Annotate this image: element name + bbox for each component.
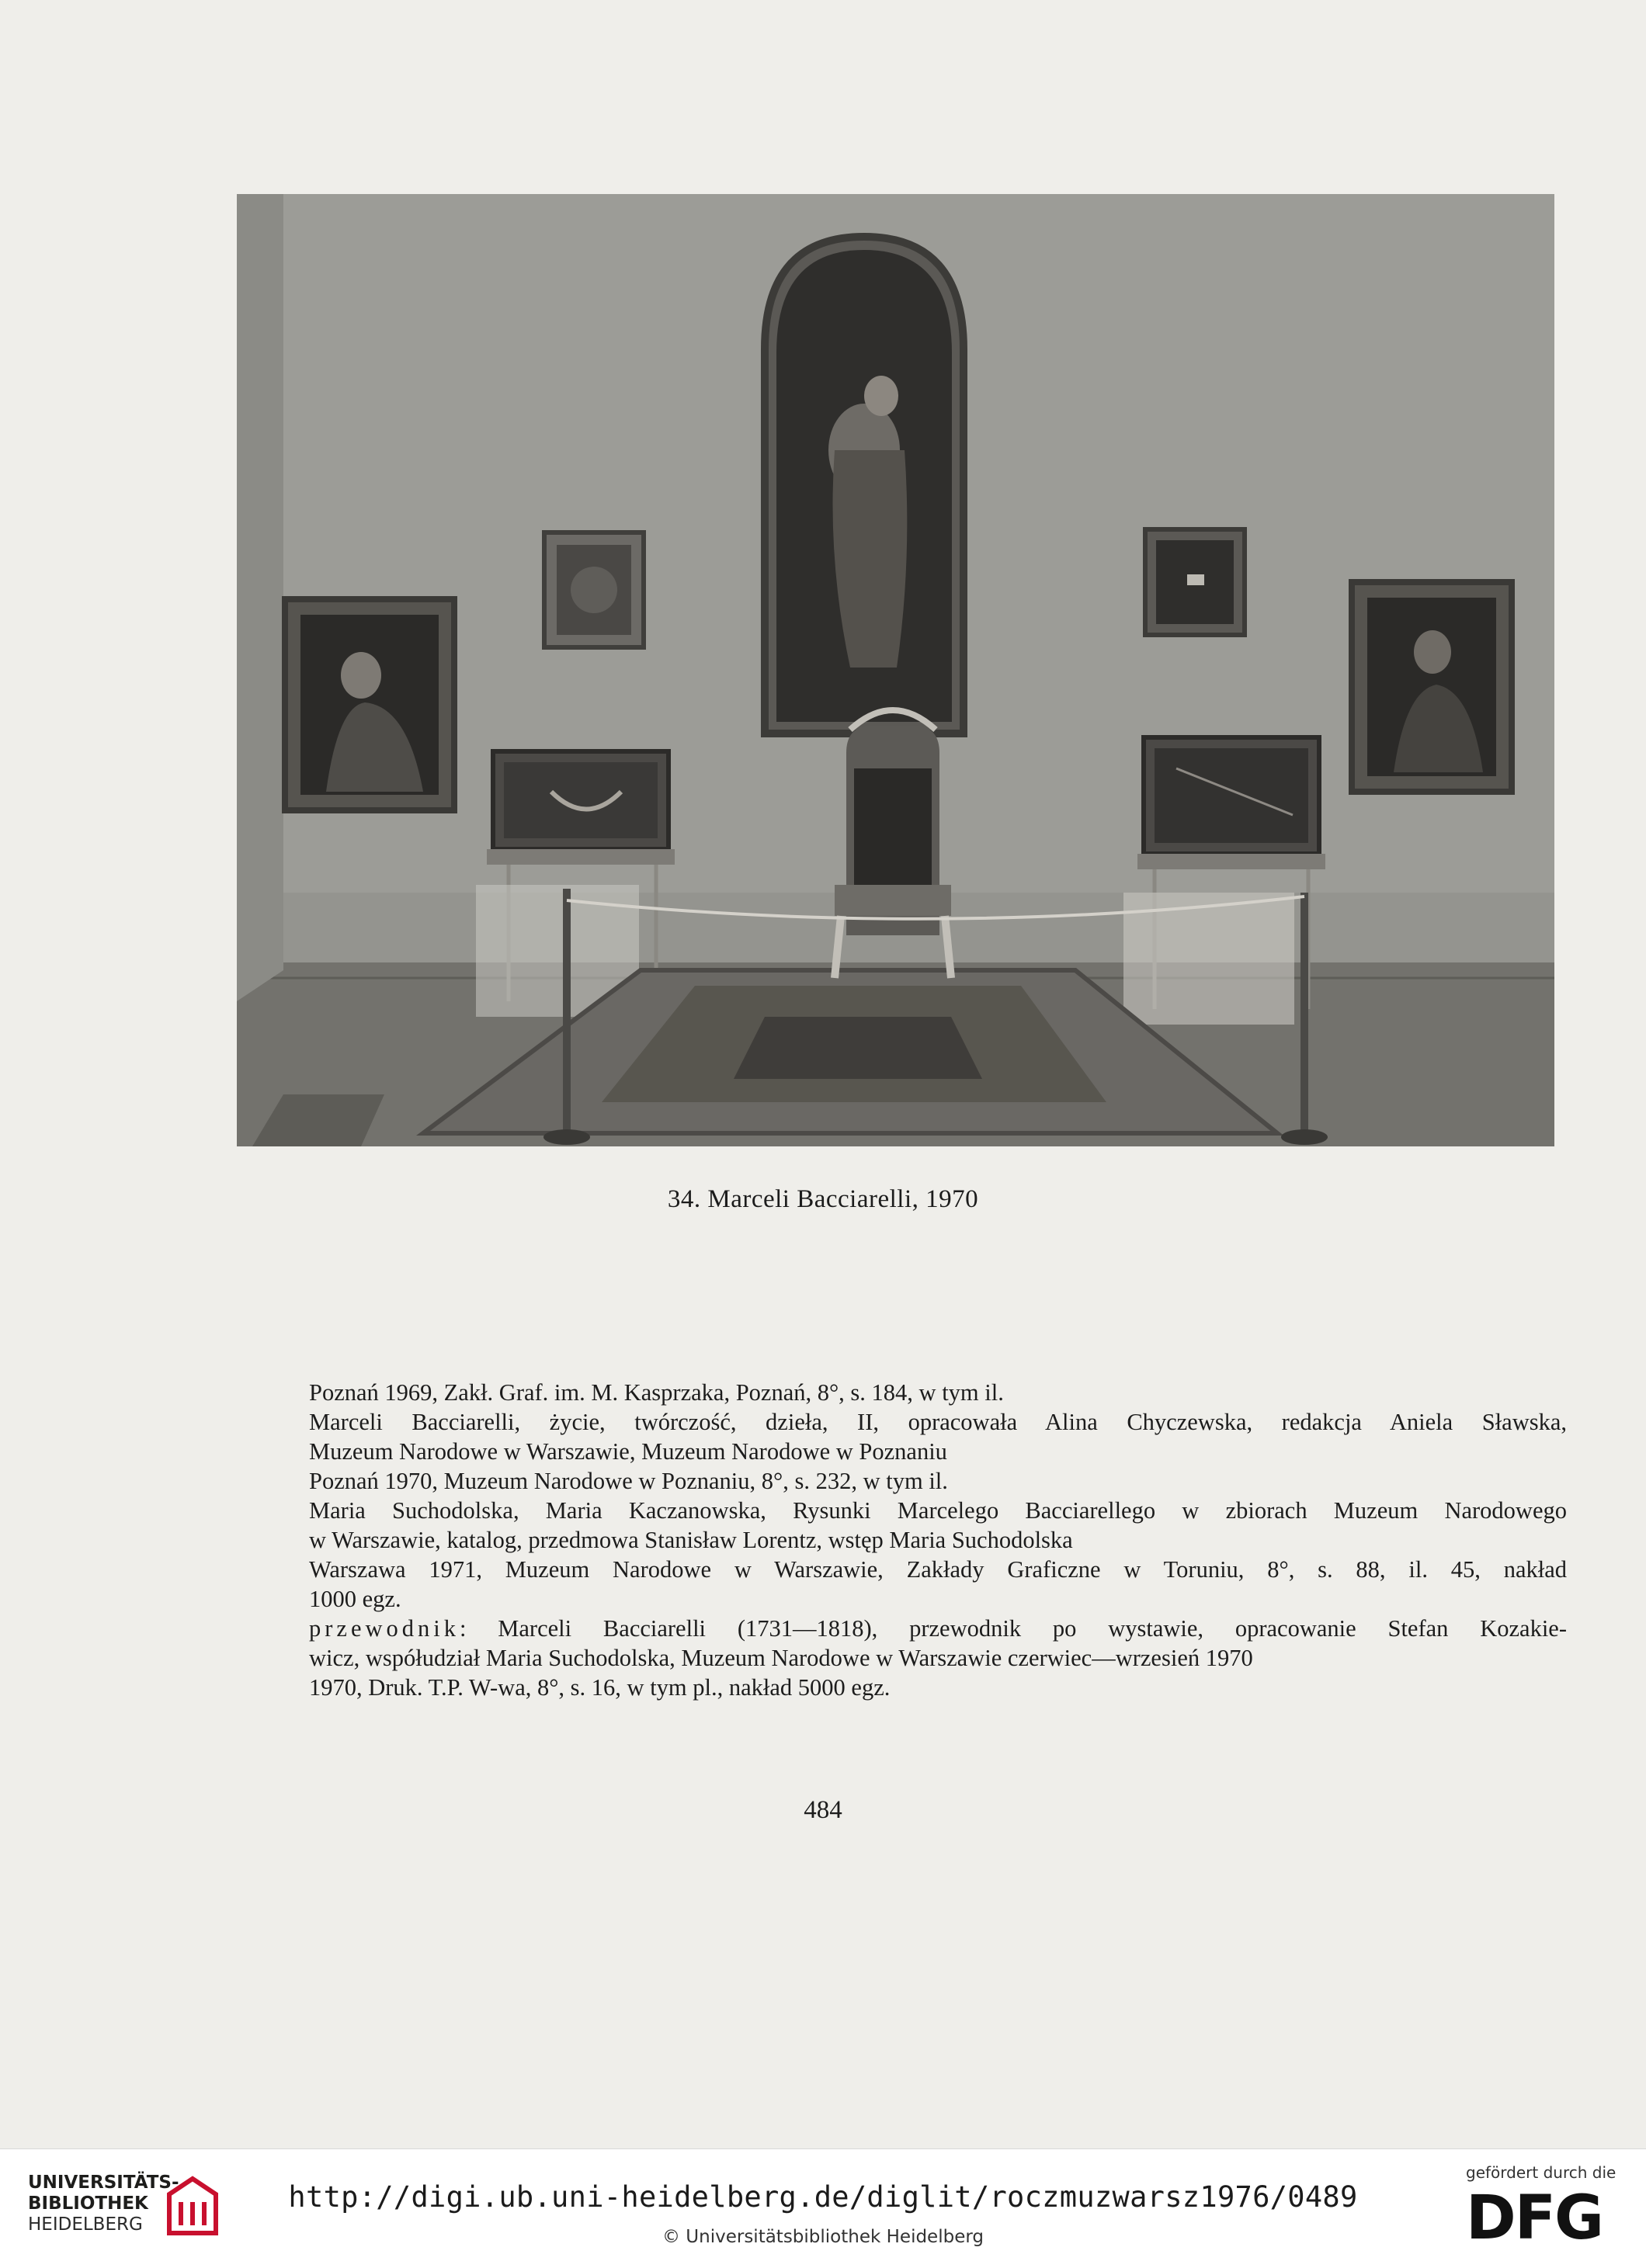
bibliography-line (309, 1614, 1567, 1643)
dfg-logo: DFG (1466, 2183, 1603, 2253)
bibliography-line: 1970, Druk. T.P. W-wa, 8°, s. 16, w tym pl., nakład 5000 egz. (309, 1674, 891, 1701)
bibliography-line-rest: : Marceli Bacciarelli (1731—1818), przewodnik po wystawie, opracowanie Stefan Kozakie- (459, 1615, 1567, 1642)
bibliography-list (309, 1378, 1567, 1702)
bibliography-line: w Warszawie, katalog, przedmowa Stanisław Lorentz, wstęp Maria Suchodolska (309, 1527, 1073, 1553)
bibliography-line: Warszawa 1971, Muzeum Narodowe w Warszawie, Zakłady Graficzne w Toruniu, 8°, s. 88, il. 45, nakład (309, 1556, 1567, 1583)
library-name-line: BIBLIOTHEK (28, 2193, 148, 2214)
bibliography-line: Poznań 1970, Muzeum Narodowe w Poznaniu, 8°, s. 232, w tym il. (309, 1468, 948, 1494)
copyright-notice: © Universitätsbibliothek Heidelberg (662, 2227, 984, 2247)
figure-caption: 34. Marceli Bacciarelli, 1970 (667, 1185, 979, 1213)
exhibition-photograph (237, 194, 1554, 1146)
bibliography-line: wicz, współudział Maria Suchodolska, Muzeum Narodowe w Warszawie czerwiec—wrzesień 1970 (309, 1645, 1253, 1671)
bibliography-line: Muzeum Narodowe w Warszawie, Muzeum Narodowe w Poznaniu (309, 1438, 947, 1465)
page-number: 484 (804, 1796, 842, 1824)
bibliography-line: 1000 egz. (309, 1586, 401, 1612)
spaced-term: przewodnik (309, 1615, 460, 1642)
bibliography-line: Maria Suchodolska, Maria Kaczanowska, Rysunki Marcelego Bacciarellego w zbiorach Muzeum Narodowego (309, 1497, 1567, 1524)
library-name-line: UNIVERSITÄTS- (28, 2173, 179, 2193)
permalink-url[interactable]: http://digi.ub.uni-heidelberg.de/diglit/roczmuzwarsz1976/0489 (288, 2180, 1358, 2214)
funding-label: gefördert durch die (1466, 2163, 1616, 2182)
library-name-line: HEIDELBERG (28, 2214, 143, 2235)
gallery-scene (237, 194, 1554, 1146)
bibliography-line: Poznań 1969, Zakł. Graf. im. M. Kasprzaka, Poznań, 8°, s. 184, w tym il. (309, 1379, 1004, 1406)
digitization-footer (0, 2148, 1646, 2268)
bibliography-line: Marceli Bacciarelli, życie, twórczość, dzieła, II, opracowała Alina Chyczewska, redakcja Aniela Sławska, (309, 1409, 1567, 1435)
